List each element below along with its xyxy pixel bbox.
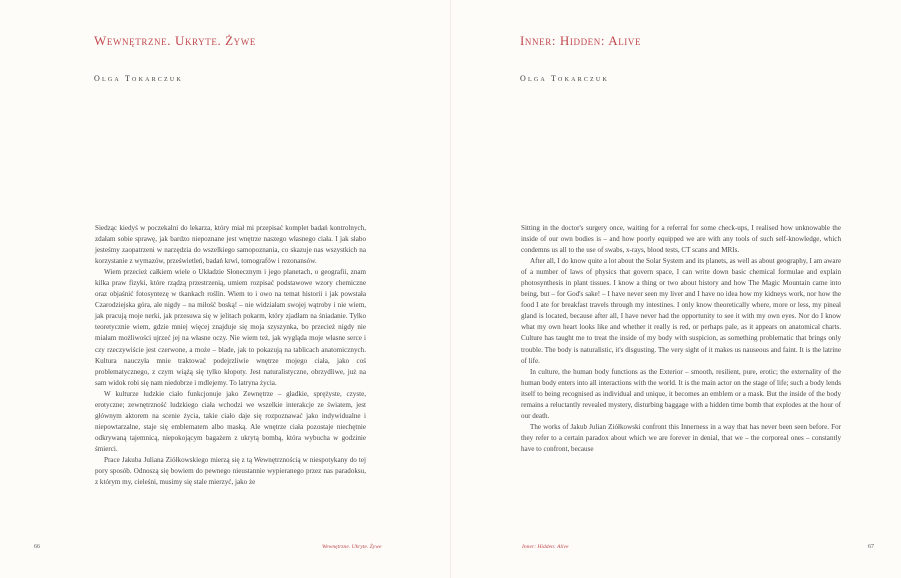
left-page-title: Wewnętrzne. Ukryte. Żywe (94, 33, 256, 48)
left-paragraph: Wiem przecież całkiem wiele o Układzie Słonecznym i jego planetach, o geografii, znam kilka praw fizyki, które rządzą przestrzenią, umiem rozpisać podstawowe wzory chemiczne oraz objaśnić fotosyntezę w tkankach roślin. Wiem to i owo na temat historii i jak powstała Czarodziejska góra, ale nigdy – na miłość boską! – nie widziałam swojej wątroby i nie wiem, jak pracują moje nerki, jak przesuwa się w jelitach pokarm, który zjadłam na śniadanie. Tylko teoretycznie wiem, gdzie mniej więcej znajduje się moja szyszynka, bo przecież nigdy nie miałam możliwości ujrzeć jej na własne oczy. Nie wiem też, jak wygląda moje własne serce i czy rzeczywiście jest czerwone, a może – blade, jak to pokazują na tablicach anatomicznych. Kultura nauczyła mnie traktować podejrzliwie wnętrze mojego ciała, jako coś problematycznego, z czym wiążą się tylko kłopoty. Jest naturalistyczne, obrzydliwe, już na sam widok robi się nam niedobrze i mdlejemy. To latryna życia. (95, 268, 366, 387)
left-page-body (95, 223, 366, 488)
right-paragraph: Sitting in the doctor's surgery once, waiting for a referral for some check-ups, I realised how unknowable the inside of our own bodies is – and how poorly equipped we are with any tools of such self-knowledge, which condemns us all to the use of swabs, x-rays, blood tests, CT scans and MRIs. (521, 224, 841, 255)
left-paragraph: Prace Jakuba Juliana Ziółkowskiego mierzą się z tą Wewnętrznością w niespotykany do tej pory sposób. Odnoszą się bowiem do pewnego nieustannie wypieranego przez nas paradoksu, z którym my, cieleśni, musimy się stale mierzyć, jako że (95, 455, 366, 487)
left-paragraph: Siedząc kiedyś w poczekalni do lekarza, który miał mi przepisać komplet badań kontrolnych, zdałam sobie sprawę, jak bardzo niepoznane jest wnętrze naszego własnego ciała. I jak słabo jesteśmy zaopatrzeni w narzędzia do wszelkiego samopoznania, co skazuje nas wszystkich na korzystanie z wymazów, prześwietleń, badań krwi, tomografów i rezonansów. (95, 224, 366, 266)
left-page-author: Olga Tokarczuk (94, 74, 183, 83)
right-page (451, 0, 901, 578)
right-page-author: Olga Tokarczuk (520, 74, 609, 83)
right-page-body (521, 223, 841, 455)
right-page-number: 67 (868, 544, 874, 550)
right-paragraph: After all, I do know quite a lot about the Solar System and its planets, as well as about geography, I am aware of a number of laws of physics that govern space, I can write down basic chemical formulae and explain photosynthesis in plant tissues. I know a thing or two about history and how The Magic Mountain came into being, but – for God's sake! – I have never seen my liver and I have no idea how my kidneys work, nor how the food I ate for breakfast travels through my intestines. I only know theoretically where, more or less, my pineal gland is located, because after all, I have never had the opportunity to see it with my own eyes. Nor do I know what my own heart looks like and whether it really is red, or perhaps pale, as it appears on anatomical charts. Culture has taught me to treat the inside of my body with suspicion, as something problematic that brings only trouble. The body is naturalistic, it's disgusting. The very sight of it makes us nauseous and faint. It is the latrine of life. (521, 257, 841, 365)
right-running-head: Inner: Hidden: Alive (522, 544, 569, 550)
left-paragraph: W kulturze ludzkie ciało funkcjonuje jako Zewnętrze – gładkie, sprężyste, czyste, erotyczne; zewnętrzność ludzkiego ciała wchodzi we wszelkie interakcje ze światem, jest głównym aktorem na scenie życia, takie ciało daje się rozpoznawać jako indywidualne i niepowtarzalne, staje się emblematem albo maską. Ale wnętrze ciała pozostaje niechętnie odkrywaną tajemnicą, niepokojącym bagażem z ukrytą bombą, która wybucha w godzinie śmierci. (95, 389, 366, 453)
left-page (0, 0, 450, 578)
left-running-head: Wewnętrzne. Ukryte. Żywe (322, 544, 382, 550)
left-page-number: 66 (34, 544, 40, 550)
right-paragraph: In culture, the human body functions as the Exterior – smooth, resilient, pure, erotic; the externality of the human body enters into all interactions with the world. It is the main actor on the stage of life; such a body lends itself to being recognised as individual and unique, it becomes an emblem or a mask. But the inside of the body remains a reluctantly revealed mystery, disturbing baggage with a hidden time bomb that explodes at the hour of our death. (521, 367, 841, 420)
right-paragraph: The works of Jakub Julian Ziółkowski confront this Innerness in a way that has never been seen before. For they refer to a certain paradox about which we are forever in denial, that we – the corporeal ones – constantly have to confront, because (521, 422, 841, 453)
right-page-title: Inner: Hidden: Alive (520, 33, 642, 48)
